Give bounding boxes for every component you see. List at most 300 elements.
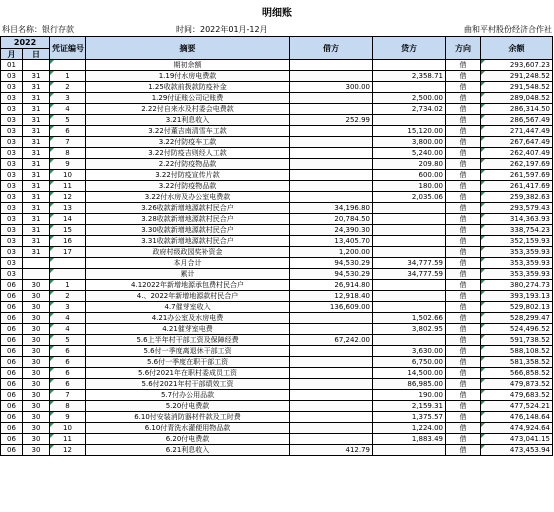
header-row-1 <box>1 37 553 49</box>
table-row <box>1 159 553 170</box>
day-cell: 30 <box>23 313 50 324</box>
balance-cell: 262,407.49 <box>481 148 553 159</box>
organization-name: 曲和平村股份经济合作社 <box>464 25 552 34</box>
day-cell: 30 <box>23 423 50 434</box>
voucher-cell: 6 <box>50 379 86 390</box>
table-row <box>1 93 553 104</box>
direction-cell: 借 <box>446 291 481 302</box>
day-cell: 31 <box>23 93 50 104</box>
summary-cell: 4.21办公室及水房电费 <box>86 313 290 324</box>
balance-cell: 259,382.63 <box>481 192 553 203</box>
balance-cell: 353,359.93 <box>481 269 553 280</box>
debit-cell <box>290 368 373 379</box>
balance-cell: 353,359.93 <box>481 247 553 258</box>
direction-cell: 借 <box>446 379 481 390</box>
month-cell: 06 <box>1 324 23 335</box>
day-cell: 31 <box>23 236 50 247</box>
day-cell: 30 <box>23 324 50 335</box>
summary-cell: 3.22付防疫宣传片款 <box>86 170 290 181</box>
debit-cell <box>290 390 373 401</box>
voucher-cell: 10 <box>50 423 86 434</box>
credit-cell <box>373 280 446 291</box>
table-row <box>1 390 553 401</box>
balance-cell: 476,148.64 <box>481 412 553 423</box>
day-cell: 31 <box>23 82 50 93</box>
direction-cell: 借 <box>446 423 481 434</box>
day-cell: 30 <box>23 390 50 401</box>
month-cell: 03 <box>1 181 23 192</box>
debit-cell <box>290 137 373 148</box>
direction-cell: 借 <box>446 137 481 148</box>
credit-cell: 34,777.59 <box>373 258 446 269</box>
day-cell: 31 <box>23 137 50 148</box>
ledger-body <box>1 60 553 456</box>
voucher-cell: 11 <box>50 181 86 192</box>
voucher-cell: 12 <box>50 445 86 456</box>
summary-cell: 本月合计 <box>86 258 290 269</box>
month-cell: 03 <box>1 203 23 214</box>
day-cell: 30 <box>23 291 50 302</box>
month-cell: 03 <box>1 82 23 93</box>
credit-cell <box>373 236 446 247</box>
day-cell <box>23 60 50 71</box>
voucher-cell: 6 <box>50 126 86 137</box>
month-cell: 06 <box>1 357 23 368</box>
summary-cell: 1.25收款前拨款防疫补金 <box>86 82 290 93</box>
direction-cell: 借 <box>446 346 481 357</box>
month-cell: 06 <box>1 401 23 412</box>
table-row <box>1 170 553 181</box>
month-cell: 06 <box>1 346 23 357</box>
direction-cell: 借 <box>446 104 481 115</box>
day-cell: 30 <box>23 357 50 368</box>
credit-cell: 2,734.02 <box>373 104 446 115</box>
day-cell: 31 <box>23 148 50 159</box>
table-row <box>1 423 553 434</box>
direction-cell: 借 <box>446 324 481 335</box>
month-cell: 01 <box>1 60 23 71</box>
table-row <box>1 280 553 291</box>
summary-cell: 6.10付青洗水灌便用物品款 <box>86 423 290 434</box>
credit-cell <box>373 203 446 214</box>
summary-cell: 1.19付水房电费款 <box>86 71 290 82</box>
table-row <box>1 236 553 247</box>
summary-cell: 2.22付防疫物品款 <box>86 159 290 170</box>
voucher-cell: 10 <box>50 170 86 181</box>
direction-cell: 借 <box>446 93 481 104</box>
direction-cell: 借 <box>446 115 481 126</box>
debit-cell <box>290 181 373 192</box>
voucher-cell: 7 <box>50 137 86 148</box>
direction-cell: 借 <box>446 357 481 368</box>
summary-cell: 5.7付办公用品款 <box>86 390 290 401</box>
credit-cell <box>373 302 446 313</box>
month-cell: 06 <box>1 302 23 313</box>
balance-cell: 352,159.93 <box>481 236 553 247</box>
credit-cell: 190.00 <box>373 390 446 401</box>
table-row <box>1 71 553 82</box>
ledger-table <box>0 36 553 456</box>
month-cell: 03 <box>1 236 23 247</box>
credit-cell: 2,358.71 <box>373 71 446 82</box>
credit-cell <box>373 82 446 93</box>
summary-cell: 5.20付电费款 <box>86 401 290 412</box>
voucher-cell: 5 <box>50 335 86 346</box>
credit-header: 贷方 <box>373 37 446 60</box>
credit-cell <box>373 445 446 456</box>
summary-cell: 5.6付2021年村干部绩效工资 <box>86 379 290 390</box>
debit-cell: 20,784.50 <box>290 214 373 225</box>
direction-cell: 借 <box>446 159 481 170</box>
direction-cell: 借 <box>446 203 481 214</box>
month-cell: 06 <box>1 390 23 401</box>
credit-cell: 14,500.00 <box>373 368 446 379</box>
debit-cell <box>290 192 373 203</box>
balance-cell: 286,567.49 <box>481 115 553 126</box>
direction-cell: 借 <box>446 225 481 236</box>
day-header: 日 <box>23 49 50 60</box>
direction-cell: 借 <box>446 192 481 203</box>
table-row <box>1 225 553 236</box>
day-cell: 30 <box>23 379 50 390</box>
voucher-cell: 1 <box>50 71 86 82</box>
voucher-cell: 4 <box>50 324 86 335</box>
summary-cell: 3.21利息收入 <box>86 115 290 126</box>
credit-cell <box>373 247 446 258</box>
month-cell: 03 <box>1 148 23 159</box>
credit-cell <box>373 335 446 346</box>
table-row <box>1 335 553 346</box>
balance-cell: 588,108.52 <box>481 346 553 357</box>
voucher-cell: 9 <box>50 159 86 170</box>
month-cell: 03 <box>1 247 23 258</box>
balance-cell: 261,597.69 <box>481 170 553 181</box>
credit-cell: 1,224.00 <box>373 423 446 434</box>
month-cell: 03 <box>1 225 23 236</box>
credit-cell: 86,985.00 <box>373 379 446 390</box>
month-cell: 06 <box>1 379 23 390</box>
day-cell: 31 <box>23 247 50 258</box>
summary-cell: 3.31收款新增地源款村民合户 <box>86 236 290 247</box>
summary-cell: 3.30收款新增地源款村民合户 <box>86 225 290 236</box>
ledger-period: 时间：2022年01月-12月 <box>176 25 268 34</box>
balance-cell: 474,924.64 <box>481 423 553 434</box>
table-row <box>1 302 553 313</box>
voucher-cell: 5 <box>50 115 86 126</box>
debit-cell <box>290 401 373 412</box>
table-row <box>1 192 553 203</box>
summary-cell: 4.7催芽室收入 <box>86 302 290 313</box>
day-cell: 30 <box>23 335 50 346</box>
balance-cell: 261,417.69 <box>481 181 553 192</box>
summary-cell: 4.12022年新增地源承包费村民合户 <box>86 280 290 291</box>
direction-cell: 借 <box>446 390 481 401</box>
debit-cell <box>290 159 373 170</box>
balance-cell: 291,548.52 <box>481 82 553 93</box>
credit-cell <box>373 291 446 302</box>
balance-cell: 291,248.52 <box>481 71 553 82</box>
month-cell: 03 <box>1 192 23 203</box>
balance-cell: 581,358.52 <box>481 357 553 368</box>
credit-cell: 6,750.00 <box>373 357 446 368</box>
direction-cell: 借 <box>446 60 481 71</box>
direction-cell: 借 <box>446 258 481 269</box>
month-cell: 03 <box>1 71 23 82</box>
debit-cell: 300.00 <box>290 82 373 93</box>
month-header: 月 <box>1 49 23 60</box>
table-row <box>1 82 553 93</box>
summary-header: 摘要 <box>86 37 290 60</box>
balance-cell: 473,453.94 <box>481 445 553 456</box>
summary-cell: 5.6上半年村干部工资及保障经费 <box>86 335 290 346</box>
direction-cell: 借 <box>446 71 481 82</box>
direction-cell: 借 <box>446 236 481 247</box>
credit-cell <box>373 115 446 126</box>
day-cell: 30 <box>23 401 50 412</box>
debit-cell: 252.99 <box>290 115 373 126</box>
day-cell: 31 <box>23 192 50 203</box>
debit-cell <box>290 93 373 104</box>
debit-cell <box>290 357 373 368</box>
table-row <box>1 258 553 269</box>
debit-header: 借方 <box>290 37 373 60</box>
direction-cell: 借 <box>446 412 481 423</box>
day-cell: 31 <box>23 225 50 236</box>
debit-cell <box>290 313 373 324</box>
summary-cell: 4.、2022年新增地源款村民合户 <box>86 291 290 302</box>
month-cell: 03 <box>1 214 23 225</box>
balance-cell: 529,802.13 <box>481 302 553 313</box>
month-cell: 06 <box>1 412 23 423</box>
balance-cell: 473,041.15 <box>481 434 553 445</box>
table-row <box>1 148 553 159</box>
month-cell: 06 <box>1 335 23 346</box>
voucher-cell: 3 <box>50 302 86 313</box>
credit-cell: 180.00 <box>373 181 446 192</box>
month-cell: 03 <box>1 137 23 148</box>
voucher-cell: 8 <box>50 148 86 159</box>
debit-cell <box>290 60 373 71</box>
month-cell: 06 <box>1 313 23 324</box>
debit-cell <box>290 148 373 159</box>
credit-cell: 3,800.00 <box>373 137 446 148</box>
voucher-cell: 2 <box>50 82 86 93</box>
balance-cell: 479,683.52 <box>481 390 553 401</box>
debit-cell <box>290 71 373 82</box>
direction-cell: 借 <box>446 82 481 93</box>
debit-cell: 13,405.70 <box>290 236 373 247</box>
voucher-cell: 9 <box>50 412 86 423</box>
voucher-header: 凭证编号 <box>50 37 86 60</box>
direction-cell: 借 <box>446 313 481 324</box>
debit-cell: 94,530.29 <box>290 258 373 269</box>
credit-cell: 1,375.57 <box>373 412 446 423</box>
month-cell: 03 <box>1 93 23 104</box>
month-cell: 03 <box>1 170 23 181</box>
day-cell: 31 <box>23 115 50 126</box>
month-cell: 06 <box>1 434 23 445</box>
balance-cell: 477,524.21 <box>481 401 553 412</box>
month-cell: 03 <box>1 269 23 280</box>
day-cell: 31 <box>23 126 50 137</box>
credit-cell: 3,802.95 <box>373 324 446 335</box>
voucher-cell: 2 <box>50 291 86 302</box>
balance-cell: 353,359.93 <box>481 258 553 269</box>
direction-cell: 借 <box>446 148 481 159</box>
voucher-cell: 12 <box>50 192 86 203</box>
balance-cell: 271,447.49 <box>481 126 553 137</box>
day-cell: 30 <box>23 368 50 379</box>
table-row <box>1 115 553 126</box>
month-cell: 03 <box>1 159 23 170</box>
month-cell: 06 <box>1 280 23 291</box>
table-row <box>1 137 553 148</box>
table-row <box>1 324 553 335</box>
day-cell: 30 <box>23 412 50 423</box>
credit-cell <box>373 60 446 71</box>
direction-cell: 借 <box>446 445 481 456</box>
table-row <box>1 181 553 192</box>
month-cell: 03 <box>1 104 23 115</box>
table-row <box>1 368 553 379</box>
voucher-cell: 6 <box>50 346 86 357</box>
debit-cell: 136,609.00 <box>290 302 373 313</box>
table-row <box>1 104 553 115</box>
month-cell: 06 <box>1 423 23 434</box>
direction-cell: 借 <box>446 126 481 137</box>
table-row <box>1 379 553 390</box>
table-row <box>1 291 553 302</box>
balance-header: 余额 <box>481 37 553 60</box>
voucher-cell: 14 <box>50 214 86 225</box>
balance-cell: 380,274.73 <box>481 280 553 291</box>
summary-cell: 5.6付一季度在职干部工资 <box>86 357 290 368</box>
summary-cell: 5.6付2021年在职村委成员工资 <box>86 368 290 379</box>
day-cell: 31 <box>23 71 50 82</box>
balance-cell: 286,314.50 <box>481 104 553 115</box>
day-cell: 30 <box>23 445 50 456</box>
debit-cell: 94,530.29 <box>290 269 373 280</box>
voucher-cell <box>50 258 86 269</box>
balance-cell: 262,197.69 <box>481 159 553 170</box>
summary-cell: 5.6付一季度离退休干部工资 <box>86 346 290 357</box>
voucher-cell: 7 <box>50 390 86 401</box>
table-row <box>1 313 553 324</box>
summary-cell: 3.26收款新增地源款村民合户 <box>86 203 290 214</box>
credit-cell: 2,500.00 <box>373 93 446 104</box>
debit-cell <box>290 379 373 390</box>
month-cell: 06 <box>1 445 23 456</box>
table-row <box>1 247 553 258</box>
balance-cell: 393,193.13 <box>481 291 553 302</box>
month-cell: 03 <box>1 115 23 126</box>
day-cell <box>23 258 50 269</box>
credit-cell: 1,502.66 <box>373 313 446 324</box>
day-cell: 30 <box>23 302 50 313</box>
debit-cell: 34,196.80 <box>290 203 373 214</box>
summary-cell: 期初余额 <box>86 60 290 71</box>
day-cell: 30 <box>23 280 50 291</box>
balance-cell: 267,647.49 <box>481 137 553 148</box>
day-cell: 31 <box>23 104 50 115</box>
debit-cell: 412.79 <box>290 445 373 456</box>
table-row <box>1 434 553 445</box>
credit-cell: 600.00 <box>373 170 446 181</box>
table-row <box>1 203 553 214</box>
voucher-cell: 3 <box>50 93 86 104</box>
credit-cell: 34,777.59 <box>373 269 446 280</box>
debit-cell: 26,914.80 <box>290 280 373 291</box>
summary-cell: 6.10付安装消防器材件款及工时费 <box>86 412 290 423</box>
voucher-cell <box>50 269 86 280</box>
credit-cell <box>373 225 446 236</box>
voucher-cell: 4 <box>50 104 86 115</box>
direction-cell: 借 <box>446 434 481 445</box>
balance-cell: 314,363.93 <box>481 214 553 225</box>
table-row <box>1 445 553 456</box>
direction-cell: 借 <box>446 368 481 379</box>
summary-cell: 2.22付自来水及村委会电费款 <box>86 104 290 115</box>
day-cell: 30 <box>23 346 50 357</box>
balance-cell: 293,579.43 <box>481 203 553 214</box>
summary-cell: 累计 <box>86 269 290 280</box>
voucher-cell: 1 <box>50 280 86 291</box>
debit-cell <box>290 170 373 181</box>
voucher-cell: 16 <box>50 236 86 247</box>
month-cell: 03 <box>1 258 23 269</box>
summary-cell: 6.21利息收入 <box>86 445 290 456</box>
credit-cell: 5,240.00 <box>373 148 446 159</box>
direction-cell: 借 <box>446 335 481 346</box>
year-header: 2022 <box>1 37 50 49</box>
day-cell: 31 <box>23 170 50 181</box>
table-row <box>1 60 553 71</box>
debit-cell: 1,200.00 <box>290 247 373 258</box>
credit-cell: 1,883.49 <box>373 434 446 445</box>
month-cell: 06 <box>1 291 23 302</box>
debit-cell <box>290 104 373 115</box>
summary-cell: 3.22付防疫吉则经人工款 <box>86 148 290 159</box>
summary-cell: 3.22付水房及办公室电费款 <box>86 192 290 203</box>
direction-header: 方向 <box>446 37 481 60</box>
summary-cell: 1.29付证账公司记账费 <box>86 93 290 104</box>
table-row <box>1 357 553 368</box>
month-cell: 03 <box>1 126 23 137</box>
direction-cell: 借 <box>446 181 481 192</box>
page-title: 明细账 <box>262 8 292 19</box>
day-cell <box>23 269 50 280</box>
account-subject: 科目名称：银行存款 <box>2 25 74 34</box>
voucher-cell <box>50 60 86 71</box>
summary-cell: 政府村级政园奖补资金 <box>86 247 290 258</box>
table-row <box>1 214 553 225</box>
table-row <box>1 401 553 412</box>
summary-cell: 4.21催芽室电费 <box>86 324 290 335</box>
debit-cell <box>290 346 373 357</box>
debit-cell <box>290 434 373 445</box>
credit-cell: 209.80 <box>373 159 446 170</box>
day-cell: 31 <box>23 214 50 225</box>
direction-cell: 借 <box>446 302 481 313</box>
debit-cell <box>290 324 373 335</box>
month-cell: 06 <box>1 368 23 379</box>
day-cell: 31 <box>23 159 50 170</box>
direction-cell: 借 <box>446 247 481 258</box>
credit-cell <box>373 214 446 225</box>
credit-cell: 2,035.06 <box>373 192 446 203</box>
table-row <box>1 346 553 357</box>
debit-cell: 12,918.40 <box>290 291 373 302</box>
